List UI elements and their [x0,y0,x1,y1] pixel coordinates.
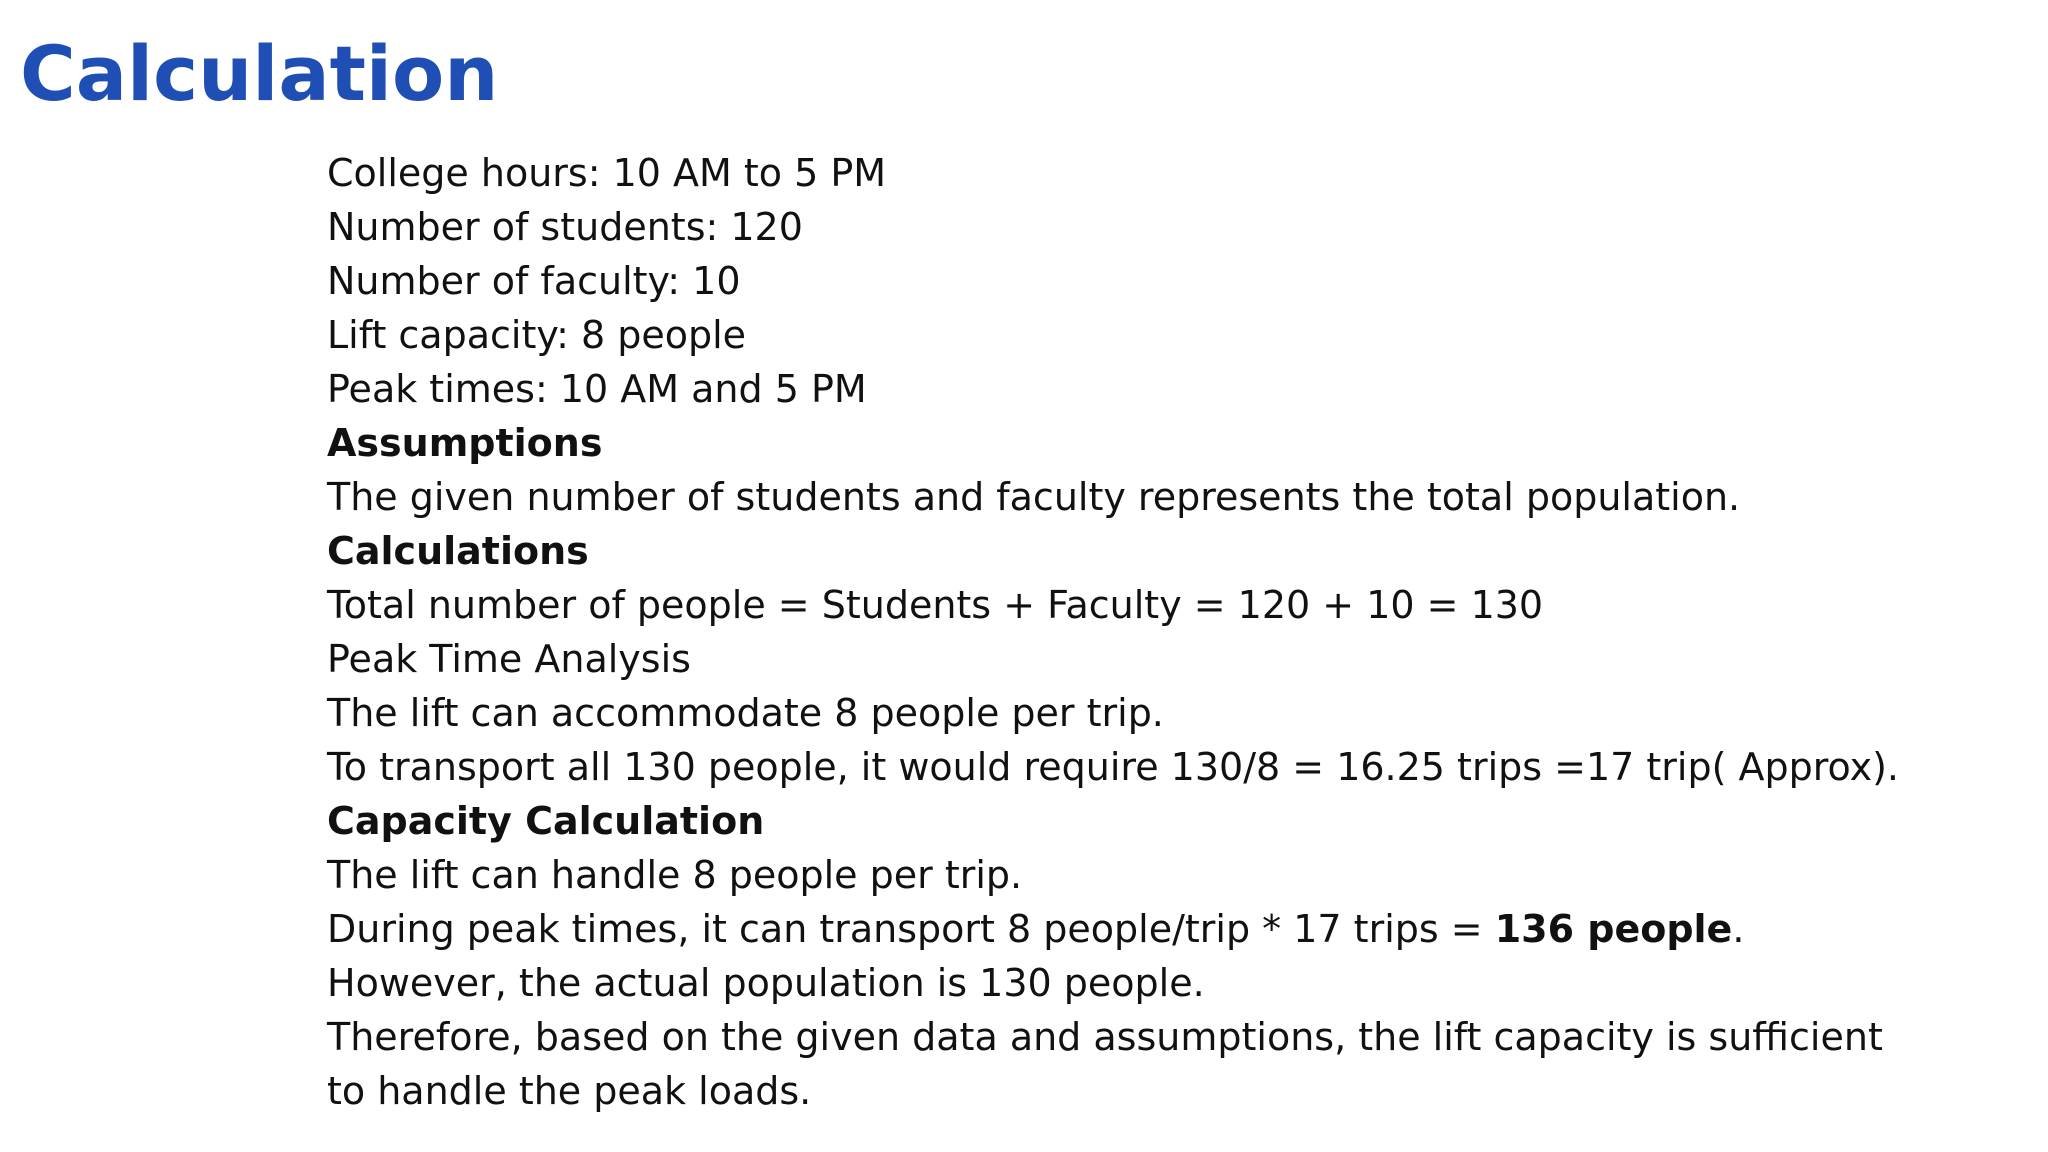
per-trip-line: The lift can accommodate 8 people per trip. [327,691,1164,735]
actual-population-line: However, the actual population is 130 people. [327,961,1205,1005]
peak-times-line: Peak times: 10 AM and 5 PM [327,367,867,411]
page-title: Calculation [20,29,499,118]
lift-capacity-line: Lift capacity: 8 people [327,313,747,357]
handle-line: The lift can handle 8 people per trip. [327,853,1023,897]
faculty-line: Number of faculty: 10 [327,259,741,303]
capacity-heading: Capacity Calculation [327,799,765,843]
peak-transport-total: 136 people [1494,907,1733,951]
peak-analysis-heading: Peak Time Analysis [327,637,691,681]
assumptions-text: The given number of students and faculty represents the total population. [327,475,1741,519]
assumptions-heading: Assumptions [327,421,603,465]
college-hours-line: College hours: 10 AM to 5 PM [327,151,887,195]
peak-transport-line [327,902,2007,956]
conclusion-text: Therefore, based on the given data and assumptions, the lift capacity is sufficient to handle the peak loads. [327,1015,1883,1113]
calculation-body [327,146,2007,1118]
trips-line: To transport all 130 people, it would require 130/8 = 16.25 trips =17 trip( Approx). [327,745,1900,789]
total-people-line: Total number of people = Students + Faculty = 120 + 10 = 130 [327,583,1544,627]
calculations-heading: Calculations [327,529,589,573]
peak-transport-prefix: During peak times, it can transport 8 people/trip * 17 trips = [327,907,1495,951]
peak-transport-suffix: . [1732,907,1745,951]
students-line: Number of students: 120 [327,205,803,249]
